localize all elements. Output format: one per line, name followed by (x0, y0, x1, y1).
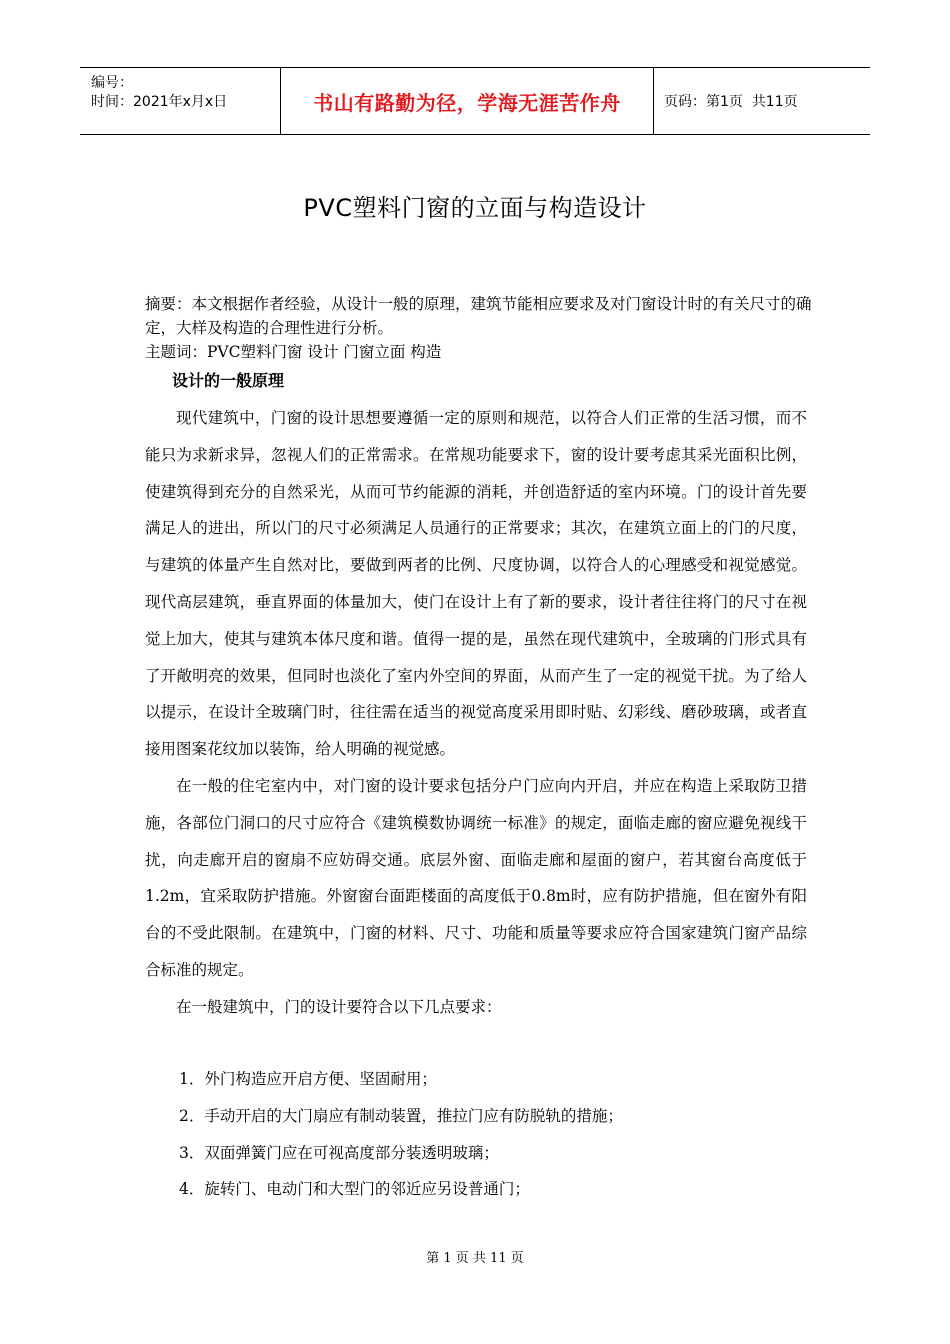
body-paragraph: 在一般的住宅室内中，对门窗的设计要求包括分户门应向内开启，并应在构造上采取防卫措施，各部位门洞口的尺寸应符合《建筑模数协调统一标准》的规定，面临走廊的窗应避免视线干扰，向走廊开启的窗扇不应妨碍交通。底层外窗、面临走廊和屋面的窗户，若其窗台高度低于1.2m，宜采取防护措施。外窗窗台面距楼面的高度低于0.8m时，应有防护措施，但在窗外有阳台的不受此限制。在建筑中，门窗的材料、尺寸、功能和质量等要求应符合国家建筑门窗产品综合标准的规定。 (145, 776, 807, 979)
page-footer: 第 1 页 共 11 页 (426, 1251, 524, 1266)
list-item: 3．双面弹簧门应在可视高度部分装透明玻璃； (179, 1143, 499, 1162)
list-item: 1．外门构造应开启方便、坚固耐用； (179, 1070, 437, 1088)
body-text (145, 400, 807, 1026)
abstract-block (145, 292, 825, 364)
list-item: 4．旋转门、电动门和大型门的邻近应另设普通门； (179, 1180, 530, 1199)
abstract-text: 摘要：本文根据作者经验，从设计一般的原理，建筑节能相应要求及对门窗设计时的有关尺寸的确定，大样及构造的合理性进行分析。 (145, 295, 812, 337)
header-motto: 书山有路勤为径，学海无涯苦作舟 (281, 68, 654, 134)
document-title: PVC塑料门窗的立面与构造设计 (303, 194, 647, 222)
list-item: 2．手动开启的大门扇应有制动装置，推拉门应有防脱轨的措施； (179, 1106, 623, 1125)
keywords-text: 主题词：PVC塑料门窗 设计 门窗立面 构造 (145, 343, 442, 361)
body-paragraph: 在一般建筑中，门的设计要符合以下几点要求： (176, 997, 502, 1016)
header-table (80, 67, 870, 135)
header-page-number: 页码：第1页 共11页 (664, 94, 798, 110)
document-number-label: 编号： (91, 75, 133, 91)
document-date-label: 时间：2021年x月x日 (91, 94, 228, 110)
section-heading: 设计的一般原理 (172, 371, 285, 390)
header-meta-cell (80, 68, 281, 134)
requirements-list (179, 1061, 623, 1208)
body-paragraph: 现代建筑中，门窗的设计思想要遵循一定的原则和规范，以符合人们正常的生活习惯，而不能只为求新求异，忽视人们的正常需求。在常规功能要求下，窗的设计要考虑其采光面积比例，使建筑得到充分的自然采光，从而可节约能源的消耗，并创造舒适的室内环境。门的设计首先要满足人的进出，所以门的尺寸必须满足人员通行的正常要求；其次，在建筑立面上的门的尺度，与建筑的体量产生自然对比，要做到两者的比例、尺度协调，以符合人的心理感受和视觉感觉。现代高层建筑，垂直界面的体量加大，使门在设计上有了新的要求，设计者往往将门的尺寸在视觉上加大，使其与建筑本体尺度和谐。值得一提的是，虽然在现代建筑中，全玻璃的门形式具有了开敞明亮的效果，但同时也淡化了室内外空间的界面，从而产生了一定的视觉干扰。为了给人以提示，在设计全玻璃门时，往往需在适当的视觉高度采用即时贴、幻彩线、磨砂玻璃，或者直接用图案花纹加以装饰，给人明确的视觉感。 (145, 409, 807, 759)
